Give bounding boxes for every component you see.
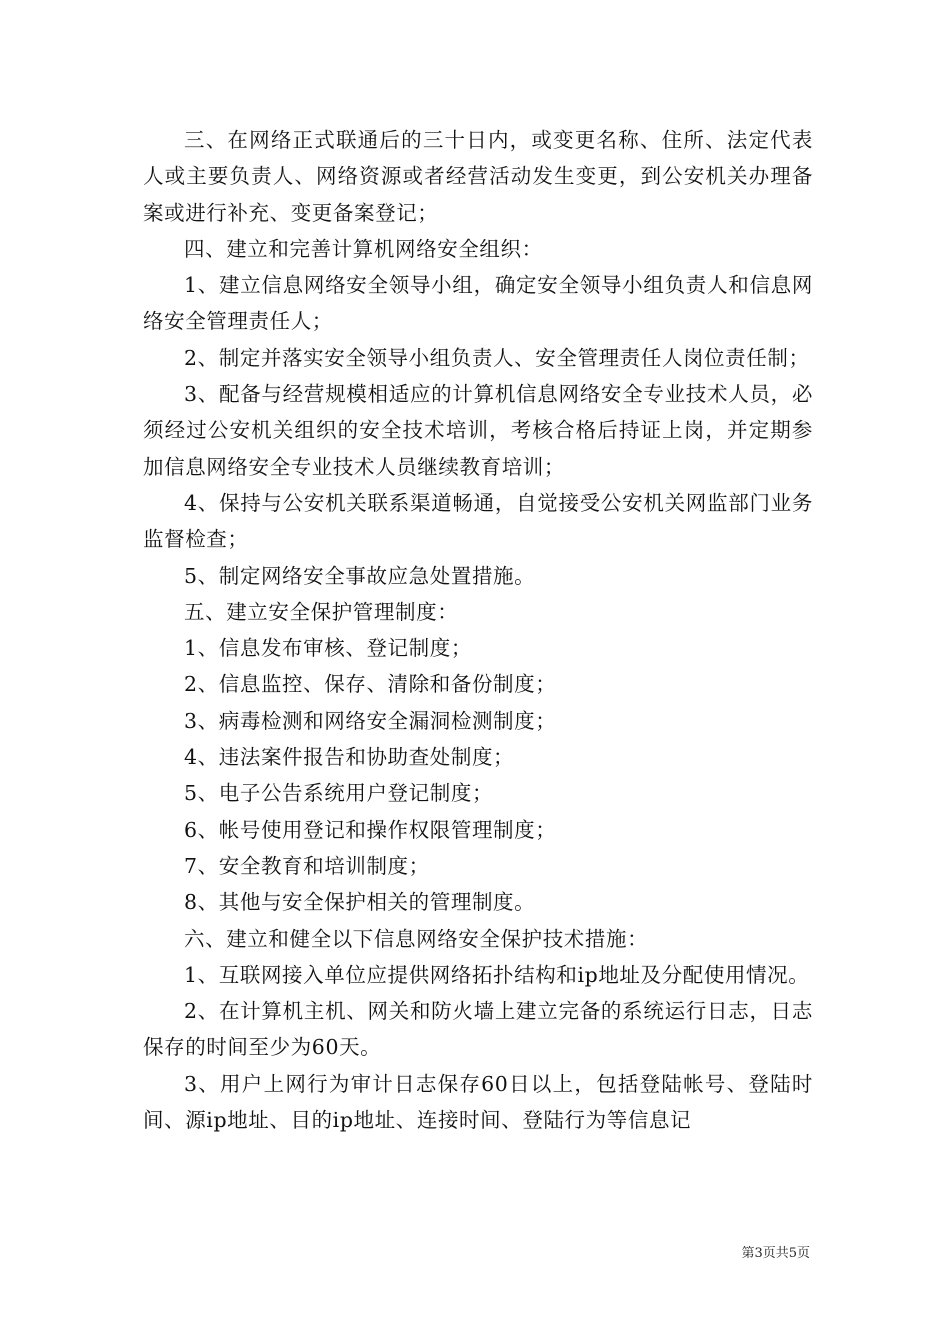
- list-item: 7、安全教育和培训制度；: [184, 853, 430, 878]
- list-item: 5、制定网络安全事故应急处置措施。: [184, 563, 536, 588]
- list-item: 6、帐号使用登记和操作权限管理制度；: [184, 817, 557, 842]
- paragraph: 三、在网络正式联通后的三十日内，或变更名称、住所、法定代表人或主要负责人、网络资源或者经营活动发生变更，到公安机关办理备案或进行补充、变更备案登记；: [143, 128, 813, 225]
- list-item: 2、在计算机主机、网关和防火墙上建立完备的系统运行日志，日志保存的时间至少为60天。: [143, 999, 813, 1060]
- section-heading: 四、建立和完善计算机网络安全组织：: [184, 236, 543, 261]
- list-item: 1、建立信息网络安全领导小组，确定安全领导小组负责人和信息网络安全管理责任人；: [143, 273, 813, 334]
- list-item: 5、电子公告系统用户登记制度；: [184, 781, 494, 806]
- list-item: 2、信息监控、保存、清除和备份制度；: [184, 672, 557, 697]
- list-item: 1、信息发布审核、登记制度；: [184, 636, 472, 661]
- page-number: 第3页共5页: [741, 1246, 810, 1261]
- list-item: 3、用户上网行为审计日志保存60日以上，包括登陆帐号、登陆时间、源ip地址、目的ip地址、连接时间、登陆行为等信息记: [143, 1071, 813, 1133]
- list-item: 3、配备与经营规模相适应的计算机信息网络安全专业技术人员，必须经过公安机关组织的安全技术培训，考核合格后持证上岗，并定期参加信息网络安全专业技术人员继续教育培训；: [143, 382, 813, 479]
- list-item: 2、制定并落实安全领导小组负责人、安全管理责任人岗位责任制；: [184, 345, 810, 370]
- list-item: 4、违法案件报告和协助查处制度；: [184, 745, 515, 770]
- list-item: 8、其他与安全保护相关的管理制度。: [184, 890, 536, 915]
- section-heading: 六、建立和健全以下信息网络安全保护技术措施：: [184, 926, 649, 951]
- list-item: 4、保持与公安机关联系渠道畅通，自觉接受公安机关网监部门业务监督检查；: [143, 490, 813, 552]
- document-body: [143, 122, 813, 1138]
- list-item: 1、互联网接入单位应提供网络拓扑结构和ip地址及分配使用情况。: [184, 962, 810, 987]
- list-item: 3、病毒检测和网络安全漏洞检测制度；: [184, 708, 557, 733]
- section-heading: 五、建立安全保护管理制度：: [184, 599, 459, 624]
